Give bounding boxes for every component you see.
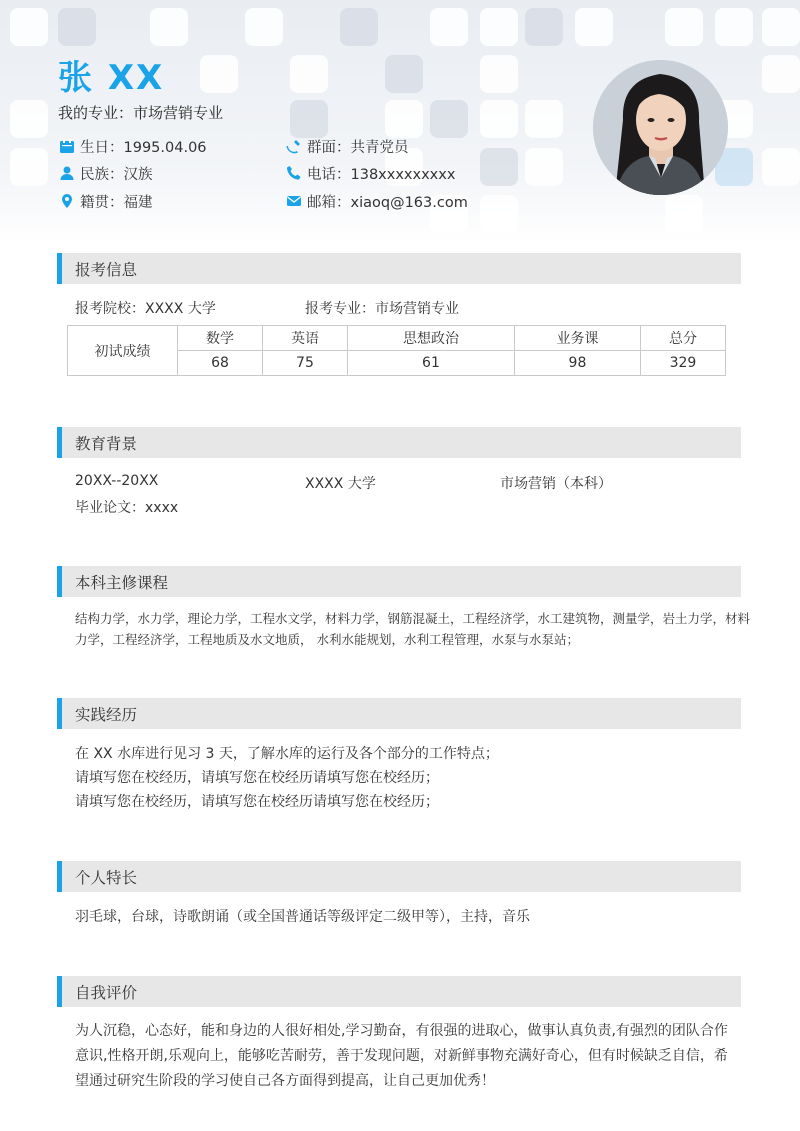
- section-title-exam: 报考信息: [75, 260, 138, 279]
- info-political: [285, 135, 409, 157]
- practice-item: 请填写您在校经历，请填写您在校经历请填写您在校经历；: [75, 770, 439, 786]
- subject-total: 总分: [640, 326, 725, 351]
- score-english: 75: [262, 351, 347, 376]
- courses-line-1: 结构力学，水力学，理论力学，工程水文学，材料力学，钢筋混凝土，工程经济学，水工建筑物，测量学，岩土力学，材料: [75, 611, 751, 626]
- section-title-courses: 本科主修课程: [75, 573, 169, 592]
- phone-icon: [285, 164, 303, 182]
- person-icon: [58, 164, 76, 182]
- score-math: 68: [178, 351, 263, 376]
- info-phone: [285, 162, 455, 184]
- skills-text: 羽毛球，台球，诗歌朗诵（或全国普通话等级评定二级甲等），主持，音乐: [75, 909, 530, 925]
- self-eval-line: 望通过研究生阶段的学习使自己各方面得到提高，让自己更加优秀！: [75, 1073, 495, 1089]
- self-eval-line: 意识,性格开朗,乐观向上，能够吃苦耐劳，善于发现问题，对新鲜事物充满好奇心，但有时候缺乏自信，希: [75, 1048, 728, 1064]
- section-header-skills: [57, 861, 741, 892]
- self-eval-line: 为人沉稳，心态好，能和身边的人很好相处,学习勤奋，有很强的进取心，做事认真负责,有强烈的团队合作: [75, 1023, 728, 1039]
- subject-professional: 业务课: [514, 326, 640, 351]
- exam-major: 报考专业：市场营销专业: [305, 301, 459, 317]
- exam-school: 报考院校：XXXX 大学: [75, 301, 216, 317]
- mail-icon: [285, 192, 303, 210]
- practice-item: 请填写您在校经历，请填写您在校经历请填写您在校经历；: [75, 794, 439, 810]
- profile-photo: [593, 60, 728, 195]
- section-header-education: [57, 427, 741, 458]
- subject-english: 英语: [262, 326, 347, 351]
- birth-text: 生日：1995.04.06: [80, 139, 207, 156]
- education-school: XXXX 大学: [305, 476, 376, 492]
- location-pin-icon: [58, 192, 76, 210]
- candidate-name: 张 XX: [58, 58, 165, 98]
- ethnicity-text: 民族：汉族: [80, 166, 153, 183]
- phone-text: 电话：138xxxxxxxxx: [307, 166, 456, 183]
- score-politics: 61: [347, 351, 514, 376]
- native-text: 籍贯：福建: [80, 194, 153, 211]
- section-header-courses: [57, 566, 741, 597]
- section-title-education: 教育背景: [75, 434, 138, 453]
- subject-politics: 思想政治: [347, 326, 514, 351]
- info-email: [285, 190, 468, 212]
- section-header-exam: [57, 253, 741, 284]
- subject-math: 数学: [178, 326, 263, 351]
- score-row-label: 初试成绩: [68, 326, 178, 376]
- party-emblem-icon: [285, 137, 303, 155]
- section-header-practice: [57, 698, 741, 729]
- practice-item: 在 XX 水库进行见习 3 天，了解水库的运行及各个部分的工作特点；: [75, 746, 499, 762]
- section-title-skills: 个人特长: [75, 868, 138, 887]
- email-text: 邮箱：xiaoq@163.com: [307, 194, 468, 211]
- section-header-self: [57, 976, 741, 1007]
- candidate-major: 我的专业：市场营销专业: [58, 104, 224, 122]
- info-birth: [58, 135, 207, 157]
- info-native: [58, 190, 153, 212]
- political-text: 群面：共青党员: [307, 139, 409, 156]
- education-period: 20XX--20XX: [75, 473, 159, 489]
- education-thesis: 毕业论文：xxxx: [75, 500, 179, 516]
- score-table: [67, 325, 726, 376]
- score-professional: 98: [514, 351, 640, 376]
- section-title-self: 自我评价: [75, 983, 138, 1002]
- calendar-icon: [58, 137, 76, 155]
- score-total: 329: [640, 351, 725, 376]
- info-ethnicity: [58, 162, 153, 184]
- section-title-practice: 实践经历: [75, 705, 138, 724]
- education-degree: 市场营销（本科）: [500, 476, 612, 492]
- courses-line-2: 力学，工程经济学，工程地质及水文地质， 水利水能规划，水利工程管理，水泵与水泵站；: [75, 632, 579, 647]
